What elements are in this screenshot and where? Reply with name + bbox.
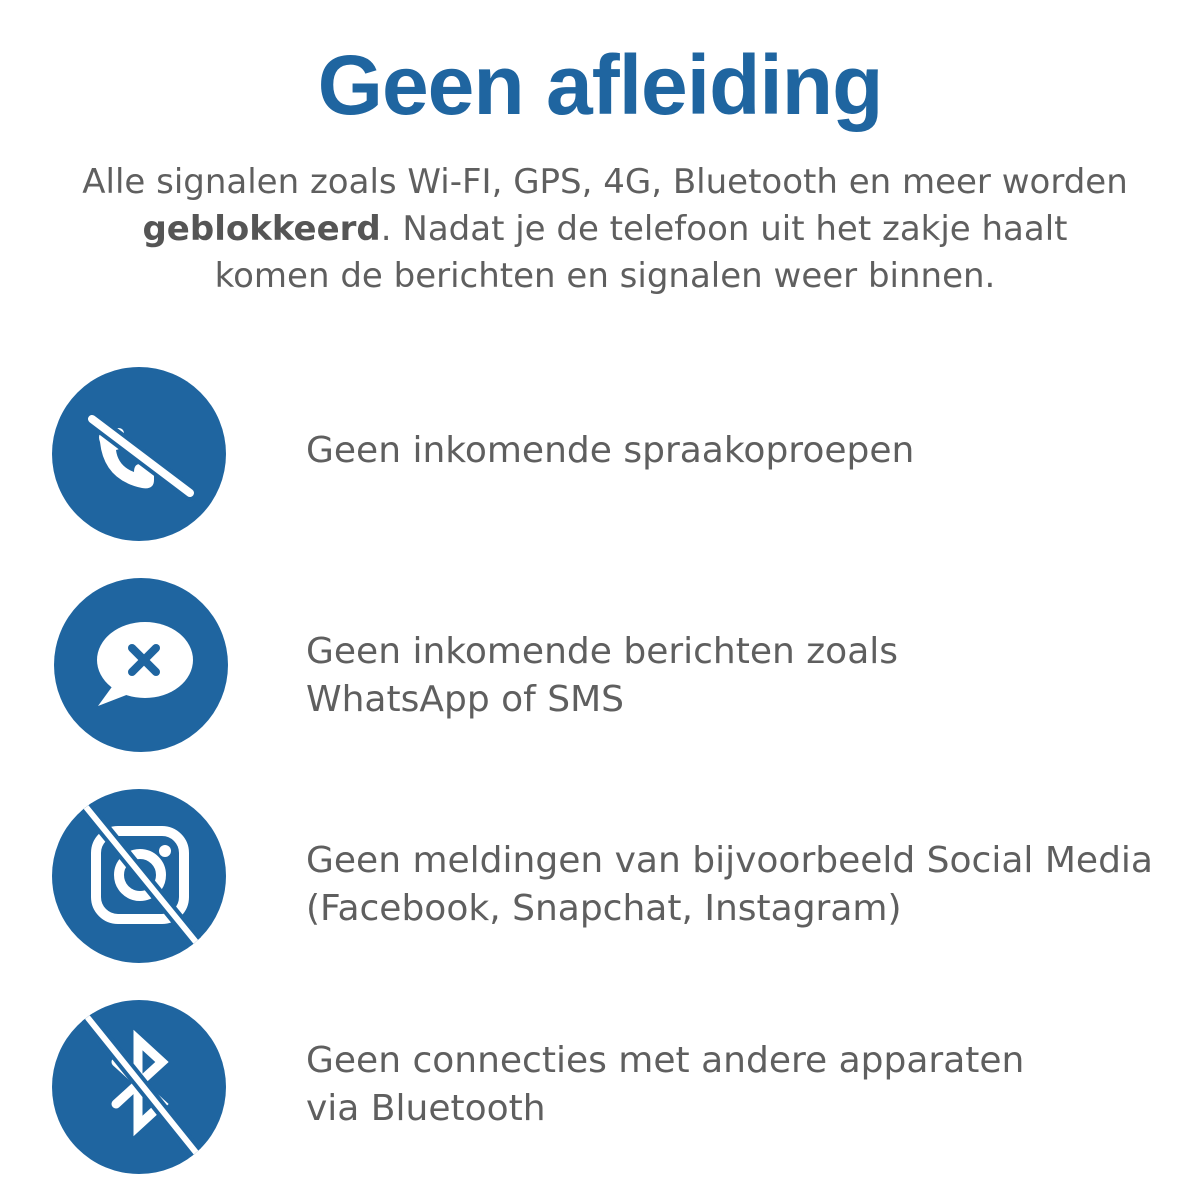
feature-line: via Bluetooth (306, 1088, 546, 1129)
intro-line-2: . Nadat je de telefoon uit het zakje haalt (380, 209, 1068, 249)
feature-line: Geen inkomende berichten zoals (306, 631, 899, 672)
feature-no-messages (0, 578, 1200, 758)
feature-text-social (306, 837, 1196, 933)
feature-line: Geen connecties met andere apparaten (306, 1040, 1025, 1081)
feature-line: WhatsApp of SMS (306, 679, 625, 720)
instagram-blocked-icon (52, 789, 226, 963)
feature-line: Geen meldingen van bijvoorbeeld Social Media (306, 840, 1153, 881)
feature-text-bluetooth (306, 1037, 1196, 1133)
phone-blocked-icon (52, 367, 226, 541)
feature-no-bluetooth (0, 1000, 1200, 1180)
feature-line: Geen inkomende spraakoproepen (306, 430, 915, 471)
intro-line-3: komen de berichten en signalen weer binnen. (214, 256, 996, 296)
feature-text-calls (306, 427, 1196, 475)
intro-bold-word: geblokkeerd (142, 209, 381, 249)
feature-no-social (0, 789, 1200, 969)
bluetooth-blocked-icon (52, 1000, 226, 1174)
feature-text-messages (306, 628, 1196, 724)
intro-text (30, 159, 1180, 300)
feature-no-calls (0, 367, 1200, 547)
intro-line-1: Alle signalen zoals Wi-FI, GPS, 4G, Bluetooth en meer worden (82, 162, 1128, 202)
feature-line: (Facebook, Snapchat, Instagram) (306, 888, 902, 929)
message-blocked-icon (54, 578, 228, 752)
page-title: Geen afleiding (317, 38, 883, 132)
